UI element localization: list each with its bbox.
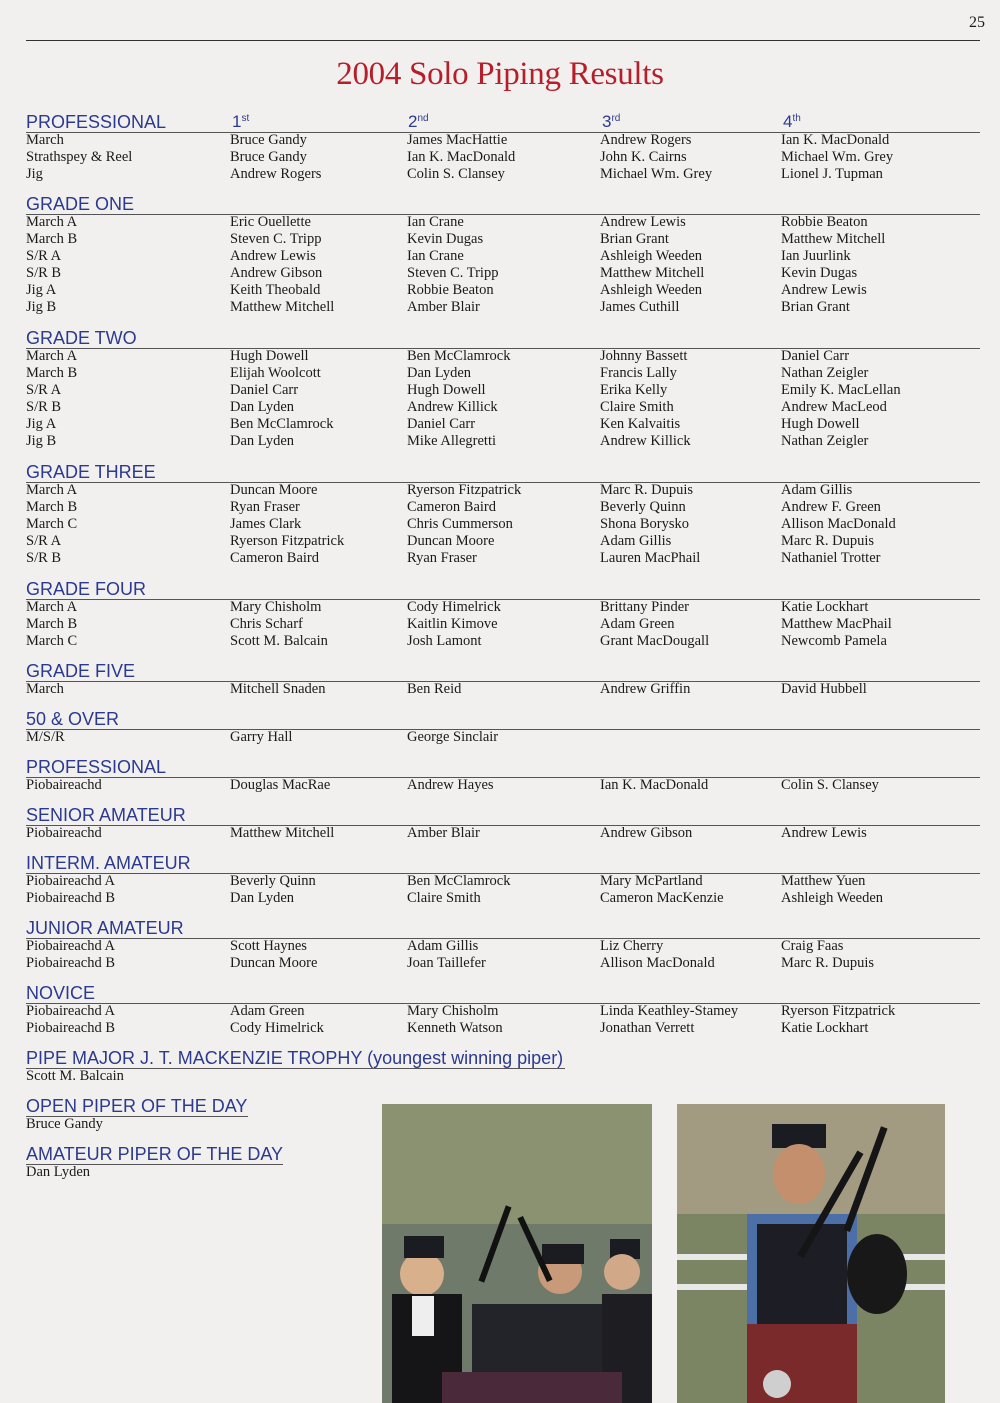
result-row [0, 348, 1000, 365]
place-3-winner: Andrew Rogers [600, 132, 692, 148]
place-3-winner: Erika Kelly [600, 382, 668, 398]
result-row [0, 265, 1000, 282]
event-label: Piobaireachd [26, 777, 102, 793]
event-label: Jig B [26, 433, 57, 449]
result-row [0, 681, 1000, 698]
result-row [0, 416, 1000, 433]
place-1-winner: Chris Scharf [230, 616, 303, 632]
place-number: 3 [602, 112, 612, 131]
event-label: March C [26, 633, 78, 649]
result-row [0, 231, 1000, 248]
place-1-winner: Scott Haynes [230, 938, 307, 954]
result-row [0, 1003, 1000, 1020]
place-2-winner: Josh Lamont [407, 633, 482, 649]
event-label: Piobaireachd B [26, 890, 115, 906]
place-2-winner: James MacHattie [407, 132, 508, 148]
place-1-winner: Andrew Gibson [230, 265, 323, 281]
place-4-winner: Craig Faas [781, 938, 844, 954]
trophy-heading: PIPE MAJOR J. T. MACKENZIE TROPHY (youngest winning piper) [26, 1048, 564, 1068]
trophy-winner: Dan Lyden [26, 1164, 91, 1180]
place-3-winner: Andrew Lewis [600, 214, 686, 230]
place-1-winner: Andrew Lewis [230, 248, 316, 264]
place-4-winner: Andrew Lewis [781, 825, 867, 841]
result-row [0, 1020, 1000, 1037]
place-3-winner: Ken Kalvaitis [600, 416, 681, 432]
place-2-winner: Hugh Dowell [407, 382, 486, 398]
result-row [0, 166, 1000, 183]
event-label: March C [26, 516, 78, 532]
place-4-winner: Nathan Zeigler [781, 433, 869, 449]
event-label: Jig A [26, 416, 57, 432]
section-heading: SENIOR AMATEUR [26, 805, 186, 825]
page-number: 25 [969, 14, 985, 31]
event-label: Piobaireachd B [26, 1020, 115, 1036]
trophy-heading: AMATEUR PIPER OF THE DAY [26, 1144, 284, 1164]
event-label: March B [26, 231, 78, 247]
section-heading: PROFESSIONAL [26, 112, 167, 132]
place-2-winner: Ian Crane [407, 214, 464, 230]
trophy-winner: Scott M. Balcain [26, 1068, 124, 1084]
place-1-winner: Keith Theobald [230, 282, 321, 298]
place-1-winner: Bruce Gandy [230, 132, 307, 148]
place-2-winner: Mike Allegretti [407, 433, 496, 449]
place-4-winner: Nathan Zeigler [781, 365, 869, 381]
place-2-winner: Kenneth Watson [407, 1020, 503, 1036]
place-2-winner: Colin S. Clansey [407, 166, 505, 182]
result-row [0, 873, 1000, 890]
event-label: March [26, 132, 64, 148]
place-4-winner: Brian Grant [781, 299, 850, 315]
result-row [0, 299, 1000, 316]
place-2-winner: Ben McClamrock [407, 873, 511, 889]
place-4-winner: Ian Juurlink [781, 248, 851, 264]
place-header-2 [408, 112, 429, 132]
place-4-winner: Adam Gillis [781, 482, 853, 498]
trophy-winner-row [0, 1068, 1000, 1085]
place-header-1 [232, 112, 249, 132]
trophy-heading: OPEN PIPER OF THE DAY [26, 1096, 248, 1116]
place-2-winner: Andrew Killick [407, 399, 498, 415]
place-1-winner: Duncan Moore [230, 955, 318, 971]
place-4-winner: Robbie Beaton [781, 214, 868, 230]
place-1-winner: Garry Hall [230, 729, 293, 745]
event-label: S/R A [26, 382, 62, 398]
place-3-winner: Matthew Mitchell [600, 265, 705, 281]
place-4-winner: Lionel J. Tupman [781, 166, 883, 182]
place-4-winner: Matthew Yuen [781, 873, 866, 889]
place-4-winner: Ian K. MacDonald [781, 132, 890, 148]
section-heading: JUNIOR AMATEUR [26, 918, 184, 938]
place-3-winner: Ian K. MacDonald [600, 777, 709, 793]
place-3-winner: Ashleigh Weeden [600, 248, 703, 264]
place-4-winner: Nathaniel Trotter [781, 550, 881, 566]
result-row [0, 282, 1000, 299]
result-row [0, 149, 1000, 166]
result-row [0, 825, 1000, 842]
place-1-winner: Mitchell Snaden [230, 681, 326, 697]
place-4-winner: Matthew Mitchell [781, 231, 886, 247]
place-3-winner: Andrew Gibson [600, 825, 693, 841]
place-3-winner: Johnny Bassett [600, 348, 688, 364]
place-3-winner: Beverly Quinn [600, 499, 686, 515]
place-4-winner: Allison MacDonald [781, 516, 896, 532]
place-3-winner: Adam Green [600, 616, 675, 632]
place-3-winner: Cameron MacKenzie [600, 890, 724, 906]
place-2-winner: Ryan Fraser [407, 550, 477, 566]
place-4-winner: Matthew MacPhail [781, 616, 892, 632]
place-3-winner: Michael Wm. Grey [600, 166, 713, 182]
event-label: Piobaireachd A [26, 1003, 115, 1019]
result-row [0, 729, 1000, 746]
place-2-winner: Ryerson Fitzpatrick [407, 482, 522, 498]
event-label: March A [26, 482, 78, 498]
place-2-winner: Kevin Dugas [407, 231, 484, 247]
place-1-winner: Mary Chisholm [230, 599, 322, 615]
place-3-winner: Brian Grant [600, 231, 669, 247]
place-1-winner: Steven C. Tripp [230, 231, 322, 247]
event-label: March A [26, 214, 78, 230]
place-3-winner: Mary McPartland [600, 873, 703, 889]
event-label: March B [26, 499, 78, 515]
place-4-winner: Katie Lockhart [781, 1020, 869, 1036]
place-1-winner: Elijah Woolcott [230, 365, 321, 381]
place-4-winner: Ashleigh Weeden [781, 890, 884, 906]
section-heading: GRADE FOUR [26, 579, 147, 599]
trophy-winner: Bruce Gandy [26, 1116, 103, 1132]
place-3-winner: James Cuthill [600, 299, 680, 315]
event-label: M/S/R [26, 729, 65, 745]
result-row [0, 516, 1000, 533]
place-1-winner: Scott M. Balcain [230, 633, 328, 649]
place-2-winner: Duncan Moore [407, 533, 495, 549]
place-1-winner: Andrew Rogers [230, 166, 322, 182]
place-2-winner: Adam Gillis [407, 938, 479, 954]
result-row [0, 938, 1000, 955]
place-4-winner: Andrew Lewis [781, 282, 867, 298]
place-header-3 [602, 112, 620, 132]
result-row [0, 382, 1000, 399]
place-2-winner: Cody Himelrick [407, 599, 501, 615]
place-1-winner: Cody Himelrick [230, 1020, 324, 1036]
result-row [0, 550, 1000, 567]
place-4-winner: Hugh Dowell [781, 416, 860, 432]
place-3-winner: Shona Borysko [600, 516, 690, 532]
place-suffix: rd [611, 113, 621, 124]
place-1-winner: Dan Lyden [230, 433, 295, 449]
result-row [0, 365, 1000, 382]
place-2-winner: Chris Cummerson [407, 516, 513, 532]
section-heading: PROFESSIONAL [26, 757, 167, 777]
place-1-winner: Dan Lyden [230, 890, 295, 906]
place-1-winner: Ryan Fraser [230, 499, 300, 515]
result-row [0, 599, 1000, 616]
event-label: March A [26, 348, 78, 364]
place-2-winner: Steven C. Tripp [407, 265, 499, 281]
result-row [0, 399, 1000, 416]
place-2-winner: Daniel Carr [407, 416, 476, 432]
section-heading: INTERM. AMATEUR [26, 853, 191, 873]
result-row [0, 533, 1000, 550]
place-suffix: nd [417, 113, 429, 124]
place-2-winner: Robbie Beaton [407, 282, 494, 298]
place-4-winner: Michael Wm. Grey [781, 149, 894, 165]
place-number: 2 [408, 112, 418, 131]
place-2-winner: Joan Taillefer [407, 955, 486, 971]
place-3-winner: Andrew Killick [600, 433, 691, 449]
place-suffix: th [792, 113, 801, 124]
section-heading: GRADE FIVE [26, 661, 136, 681]
place-1-winner: Dan Lyden [230, 399, 295, 415]
place-2-winner: Ben McClamrock [407, 348, 511, 364]
event-label: March [26, 681, 64, 697]
place-4-winner: Andrew MacLeod [781, 399, 887, 415]
place-4-winner: Emily K. MacLellan [781, 382, 901, 398]
result-row [0, 499, 1000, 516]
place-1-winner: Ben McClamrock [230, 416, 334, 432]
place-1-winner: Beverly Quinn [230, 873, 316, 889]
place-4-winner: Daniel Carr [781, 348, 850, 364]
event-label: March A [26, 599, 78, 615]
event-label: Piobaireachd A [26, 938, 115, 954]
place-2-winner: Mary Chisholm [407, 1003, 499, 1019]
place-suffix: st [241, 113, 250, 124]
place-2-winner: Dan Lyden [407, 365, 472, 381]
section-heading: GRADE THREE [26, 462, 156, 482]
result-row [0, 248, 1000, 265]
place-4-winner: Newcomb Pamela [781, 633, 887, 649]
place-1-winner: Duncan Moore [230, 482, 318, 498]
place-2-winner: Ben Reid [407, 681, 462, 697]
place-3-winner: Linda Keathley-Stamey [600, 1003, 739, 1019]
top-divider [26, 40, 980, 41]
page-title: 2004 Solo Piping Results [336, 56, 664, 92]
result-row [0, 616, 1000, 633]
place-number: 4 [783, 112, 793, 131]
place-1-winner: Matthew Mitchell [230, 299, 335, 315]
place-4-winner: Andrew F. Green [781, 499, 881, 515]
result-row [0, 633, 1000, 650]
place-4-winner: Marc R. Dupuis [781, 955, 875, 971]
place-1-winner: Bruce Gandy [230, 149, 307, 165]
place-2-winner: Ian K. MacDonald [407, 149, 516, 165]
place-4-winner: Kevin Dugas [781, 265, 858, 281]
event-label: S/R A [26, 533, 62, 549]
result-row [0, 955, 1000, 972]
place-2-winner: Kaitlin Kimove [407, 616, 498, 632]
place-4-winner: Marc R. Dupuis [781, 533, 875, 549]
place-3-winner: Liz Cherry [600, 938, 664, 954]
event-label: S/R B [26, 265, 62, 281]
place-1-winner: Eric Ouellette [230, 214, 311, 230]
event-label: S/R B [26, 399, 62, 415]
place-3-winner: Claire Smith [600, 399, 674, 415]
result-row [0, 482, 1000, 499]
section-heading: GRADE ONE [26, 194, 135, 214]
place-1-winner: Hugh Dowell [230, 348, 309, 364]
place-3-winner: Brittany Pinder [600, 599, 690, 615]
result-row [0, 890, 1000, 907]
place-2-winner: Amber Blair [407, 825, 480, 841]
place-1-winner: Ryerson Fitzpatrick [230, 533, 345, 549]
event-label: Jig B [26, 299, 57, 315]
place-3-winner: Andrew Griffin [600, 681, 691, 697]
result-row [0, 433, 1000, 450]
place-3-winner: Jonathan Verrett [600, 1020, 695, 1036]
place-1-winner: Matthew Mitchell [230, 825, 335, 841]
section-heading: GRADE TWO [26, 328, 137, 348]
event-label: Strathspey & Reel [26, 149, 133, 165]
place-2-winner: Ian Crane [407, 248, 464, 264]
place-3-winner: Francis Lally [600, 365, 677, 381]
place-2-winner: Andrew Hayes [407, 777, 494, 793]
event-label: Piobaireachd A [26, 873, 115, 889]
place-1-winner: Adam Green [230, 1003, 305, 1019]
place-2-winner: Amber Blair [407, 299, 480, 315]
event-label: March B [26, 616, 78, 632]
photo-pipers-group [382, 1104, 652, 1403]
place-3-winner: Adam Gillis [600, 533, 672, 549]
result-row [0, 214, 1000, 231]
event-label: Jig A [26, 282, 57, 298]
place-4-winner: Colin S. Clansey [781, 777, 879, 793]
place-2-winner: George Sinclair [407, 729, 499, 745]
event-label: Piobaireachd B [26, 955, 115, 971]
event-label: Jig [26, 166, 43, 182]
place-1-winner: Douglas MacRae [230, 777, 331, 793]
place-4-winner: David Hubbell [781, 681, 867, 697]
place-3-winner: Allison MacDonald [600, 955, 715, 971]
result-row [0, 132, 1000, 149]
event-label: S/R A [26, 248, 62, 264]
event-label: March B [26, 365, 78, 381]
result-row [0, 777, 1000, 794]
place-3-winner: Lauren MacPhail [600, 550, 701, 566]
place-1-winner: James Clark [230, 516, 302, 532]
place-3-winner: Grant MacDougall [600, 633, 710, 649]
place-3-winner: Marc R. Dupuis [600, 482, 694, 498]
place-4-winner: Ryerson Fitzpatrick [781, 1003, 896, 1019]
section-heading: 50 & OVER [26, 709, 120, 729]
photo-piper-solo [677, 1104, 945, 1403]
place-2-winner: Cameron Baird [407, 499, 496, 515]
place-number: 1 [232, 112, 242, 131]
place-3-winner: Ashleigh Weeden [600, 282, 703, 298]
place-4-winner: Katie Lockhart [781, 599, 869, 615]
place-1-winner: Daniel Carr [230, 382, 299, 398]
place-1-winner: Cameron Baird [230, 550, 319, 566]
place-2-winner: Claire Smith [407, 890, 481, 906]
event-label: Piobaireachd [26, 825, 102, 841]
place-3-winner: John K. Cairns [600, 149, 687, 165]
section-heading: NOVICE [26, 983, 96, 1003]
event-label: S/R B [26, 550, 62, 566]
place-header-4 [783, 112, 801, 132]
